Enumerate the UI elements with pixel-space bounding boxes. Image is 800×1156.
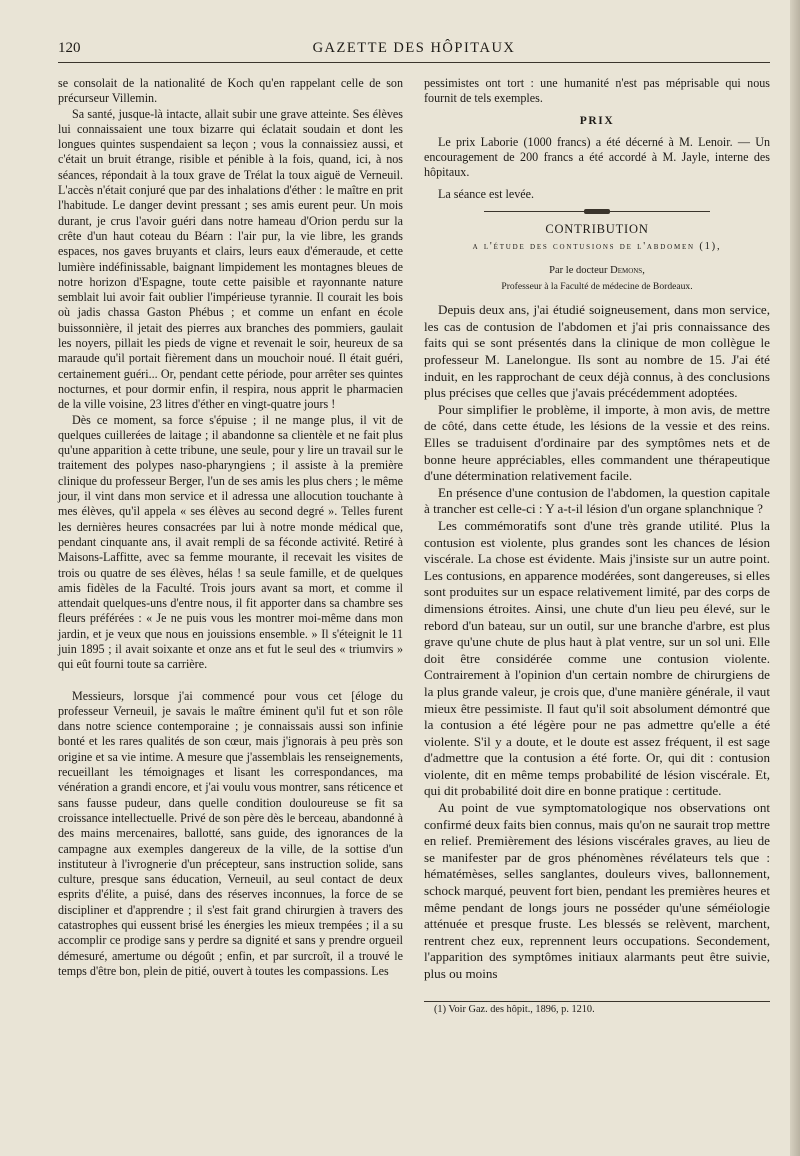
paragraph: Dès ce moment, sa force s'épuise ; il ne mange plus, il vit de quelques cuillerées de laitage ; il abandonne sa clientèle et ne fait plus qu'une apparition à cette tribune, une seule, pour y lire un travail sur le traitement des polypes naso-pharyngiens ; il assiste à la première clinique du professeur Berger, l'un de ses amis les plus chers ; le même jour, il vint dans mon service et il adressa une allocution touchante à mes élèves, qu'il appela « ses élèves au second degré ». Telles furent les dernières heures consacrées par lui à notre monde médical que, pendant cinquante ans, il avait rempli de sa féconde activité. Retiré à Maisons-Laffitte, avec sa femme mourante, il recevait les visites de trois ou quatre de ses élèves, hélas ! sa seule famille, et de quelques amis fidèles de la Faculté. Trois jours avant sa mort, et comme il attendait quelques-uns d'entre nous, il fit apporter dans sa chambre ses fleurs préférées : « Je ne puis vous les montrer moi-même dans mon jardin, et je veux que nous en jouissions ensemble. » Il s'éteignit le 11 juin 1895 ; il avait soixante et onze ans et fut le seul des « triumvirs » qui eût fourni toute sa carrière. [58, 412, 403, 672]
section-heading-prix: PRIX [579, 114, 615, 127]
article-author [424, 263, 770, 278]
paragraph: Sa santé, jusque-là intacte, allait subir une grave atteinte. Ses élèves lui connaissaient une toux bizarre qui éclatait soudain et dont les longues quintes suspendaient sa leçon ; vous la connaissiez aussi, et c'était un bruit étrange, risible et pénible à la fois, quand, ici, à nos séances, répondait à la toux grave de Trélat la toux aiguë de Verneuil. L'accès n'était conjuré que par des inhalations d'éther : le maître en prit l'habitude. Le danger devint pressant ; ses amis eurent peur. Un mois durant, je crus l'avoir guéri dans notre hameau d'Orion perdu sur la crête d'un haut coteau du Béarn : l'air pur, la vie libre, les grands espaces, nos gaves bruyants et clairs, leurs eaux d'émeraude, et cette lumière indéfinissable, baignant limpidement les montagnes bleues de notre horizon d'Espagne, toute cette paisible et rayonnante nature semblait lui avoir fait oublier l'impérieuse tyrannie. Il courait les bois où jadis chassa Gaston Phébus ; et comme un enfant en école buissonnière, il jetait des pierres aux branches des pommiers, gaulait les noyers, pillait les pieds de vigne et revenait le soir, heureux de sa maraude qu'il portait fièrement dans un mouchoir noué. Il était guéri, certainement guéri... Or, pendant cette période, pour arrêter ses quintes nocturnes, et pour dormir enfin, il respira, nous apprit le pharmacien de la ville voisine, 23 litres d'éther en vingt-quatre jours ! [58, 106, 403, 412]
footnote: (1) Voir Gaz. des hôpit., 1896, p. 1210. [434, 1003, 595, 1015]
article-body [424, 302, 770, 982]
page-edge-shadow [790, 0, 800, 1156]
left-column [58, 76, 403, 979]
paragraph: Messieurs, lorsque j'ai commencé pour vous cet [éloge du professeur Verneuil, je savais le maître éminent qu'il fut et son rôle dans notre science contemporaine ; je connaissais aussi son infinie bonté et les rares qualités de son cœur, mais j'ignorais à peu près son origine et sa vie intime. A mesure que j'assemblais les renseignements, recueillant les témoignages et lisant les correspondances, ma vénération a grandi encore, et j'ai voulu vous montrer, sans réticence et sans fausse pudeur, dans quelle condition douloureuse se fit sa croissance intellectuelle. Privé de son père dès le berceau, abandonné à des mains mercenaires, ballotté, sans guide, des ignorances de la campagne aux exemples dangereux de la ville, de la sottise d'un instituteur à l'ivrognerie d'un précepteur, sans instruction solide, sans culture, presque sans éducation, Verneuil, au seul contact de deux esprits d'élite, a puisé, dans des réserves inconnues, la force de se discipliner et d'apprendre ; il s'est fait grand chirurgien à travers des catastrophes qui eussent brisé les énergies les mieux trempées ; il a su accomplir ce prodige sans y perdre sa dignité et sans y prendre orgueil démesuré, amertume ou dégoût ; enfin, et par surcroît, il a trouvé le temps d'être bon, plein de pitié, ouvert à toutes les compassions. Les [58, 688, 403, 978]
session-closed-line: La séance est levée. [438, 186, 535, 201]
paragraph-gap [58, 673, 403, 689]
right-column [424, 76, 770, 1017]
page-number: 120 [58, 40, 81, 56]
page-header [58, 38, 770, 63]
article-subtitle: a l'étude des contusions de l'abdomen (1), [472, 241, 722, 253]
author-affiliation: Professeur à la Faculté de médecine de Bordeaux. [501, 280, 693, 292]
journal-title: GAZETTE DES HÔPITAUX [312, 40, 516, 56]
paragraph: pessimistes ont tort : une humanité n'est pas méprisable qui nous fournit de tels exemples. [424, 76, 770, 106]
paragraph: Au point de vue symptomatologique nos observations ont confirmé deux faits bien connus, mais qu'on ne saurait trop mettre en relief. Premièrement des lésions viscérales graves, au lieu de se manifester par de gros phénomènes révélateurs tels que : hématémèses, selles sanglantes, douleurs vives, ballonnement, schock marqué, peuvent fort bien, pendant les premières heures et même pendant de longs jours ne posséder qu'une séméiologie atténuée et presque fruste. Les blessés se relèvent, marchent, rentrent chez eux, reprennent leurs occupations. Secondement, l'apparition des symptômes initiaux alarmants peut être suivie, plus ou moins [424, 800, 770, 982]
paragraph: Pour simplifier le problème, il importe, à mon avis, de mettre de côté, dans cette étude, les lésions de la vessie et des reins. Elles se traduisent d'ordinaire par des symptômes nets et de bonne heure appréciables, elles commandent une thérapeutique d'une détermination relativement facile. [424, 401, 770, 484]
article-title: CONTRIBUTION [545, 222, 649, 237]
author-prefix: Par le docteur [549, 264, 608, 276]
paragraph: Les commémoratifs sont d'une très grande utilité. Plus la contusion est violente, plus grandes sont les chances de lésion viscérale. La chose est évidente. Mais j'insiste sur un autre point. Les contusions, en apparence modérées, sont dangereuses, si elles sont produites sur un espace relativement limité, par des corps de dimensions étroites. Ainsi, une chute d'un lieu peu élevé, sur le rebord d'un bateau, sur un outil, sur une branche d'arbre, est plus grave qu'une chute de plus haut à plat ventre, sur un sol uni. Elle doit être considérée comme une contusion violente. Contrairement à l'opinion d'un certain nombre de chirurgiens de la plus grande valeur, je crois que, d'une manière générale, il vaut mieux être pessimiste. Il faut qu'il soit absolument démontré que la contusion a été légère pour ne pas admettre qu'elle a été violente. S'il y a doute, et le doute est assez fréquent, il est sage d'admettre que la contusion a été forte. Or, qui dit : contusion violente, dit en même temps probabilité de lésion viscérale. Et, qui dit probabilité doit dire en bonne pratique : certitude. [424, 517, 770, 799]
author-name: Demons, [610, 264, 645, 276]
section-divider [484, 211, 710, 212]
paragraph: se consolait de la nationalité de Koch qu'en rappelant celle de son précurseur Villemin. [58, 76, 403, 106]
paragraph: Depuis deux ans, j'ai étudié soigneusement, dans mon service, les cas de contusion de l'abdomen et j'ai pris connaissance des faits qui se sont présentés dans la clinique de mon collègue le professeur M. Lanelongue. Ils sont au nombre de 15. J'ai été induit, en les rapprochant de ceux déjà connus, à des conclusions plus précises que celles que j'avais précédemment adoptées. [424, 302, 770, 401]
paragraph: Le prix Laborie (1000 francs) a été décerné à M. Lenoir. — Un encouragement de 200 francs a été accordé à M. Jayle, interne des hôpitaux. [424, 134, 770, 180]
paragraph: En présence d'une contusion de l'abdomen, la question capitale à trancher est celle-ci : Y a-t-il lésion d'un organe splanchnique ? [424, 484, 770, 517]
